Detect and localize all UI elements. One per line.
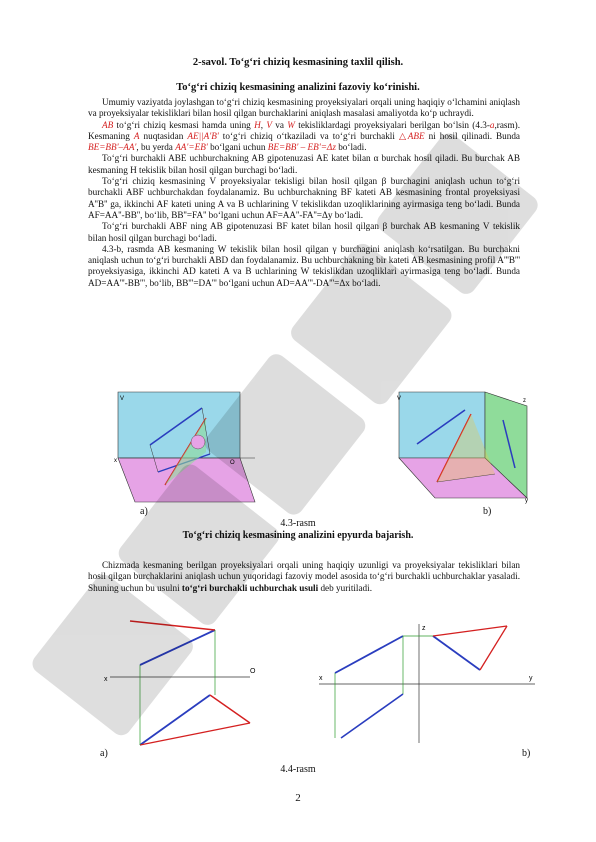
paragraph-2: AB to‘g‘ri chiziq kesmasi hamda uning H, V va W tekisliklardagi proyeksiyalari berilgan bo‘lsin (4.3-a,rasm). Kesmaning A nuqtasidan AE||A'B' to‘g‘ri chiziq o‘tkaziladi va to‘g‘ri burchakli △ABE ni hosil qilinadi. Bunda BE=BB'–AA', bu yerda AA'=EB' bo‘lgani uchun BE=BB' – EB'=Δz bo‘ladi. [88, 119, 521, 153]
paragraph-7: Chizmada kesmaning berilgan proyeksiyalari orqali uning haqiqiy uzunligi va proyeksiyalar tekisliklari bilan hosil qilgan burchaklarini aniqlash uchun yuqoridagi fazoviy model asosida to‘g‘ri burchakli uchburchaklar yasaladi. Shuning uchun bu usulni to‘g‘ri burchakli uchburchak usuli deb yuritiladi. [88, 560, 520, 593]
figure-4-4-number: 4.4-rasm [280, 764, 316, 775]
svg-text:x: x [104, 676, 108, 683]
paragraph-4: To‘g‘ri chiziq kesmasining V proyeksiyalar tekisligi bilan hosil qilgan β burchagini aniqlash uchun to‘g‘ri burchakli ABF uchburchakdan foydalanamiz. Bu uchburchakning BF kateti AB kesmasining frontal proyeksiyasi A''B'' ga, ikkinchi AF kateti uning A va B uchlarining V tekislikdan uzoqliklarining ayirmasiga teng bo‘ladi. Bunda AF=AA''-BB'', bo‘lib, BB''=FA'' bo‘lgani uchun AF=AA''-FA''=Δy bo‘ladi. [88, 176, 520, 220]
figure-4-4b [315, 618, 540, 748]
figure-4-3a [110, 390, 260, 510]
question-title: 2-savol. To‘g‘ri chiziq kesmasining taxlil qilish. [192, 57, 404, 68]
svg-text:x: x [319, 675, 323, 682]
svg-text:z: z [422, 625, 426, 632]
svg-text:z: z [523, 398, 526, 404]
figure-4-3-number: 4.3-rasm [280, 518, 316, 529]
paragraph-3: To‘g‘ri burchakli ABE uchburchakning AB gipotenuzasi AE katet bilan α burchak hosil qiladi. Bu burchak AB kesmaning H tekislik bilan hosil qilgan burchagi bo‘ladi. [88, 153, 520, 175]
svg-text:V: V [120, 396, 125, 402]
figure-4-4b-label: b) [522, 748, 531, 759]
svg-text:O: O [250, 668, 256, 675]
svg-text:y: y [529, 675, 533, 682]
paragraph-5: To‘g‘ri burchakli ABF ning AB gipotenuzasi BF katet bilan hosil qilgan β burchak AB kesmaning V tekislik bilan hosil qilgan burchagi bo‘ladi. [88, 221, 520, 243]
figure-4-3b-label: b) [483, 506, 492, 517]
figure-4-3b [395, 390, 535, 510]
svg-text:x: x [114, 458, 117, 464]
svg-text:V: V [397, 396, 402, 402]
body-text-bottom [88, 560, 520, 594]
svg-text:O: O [230, 460, 235, 466]
figure-4-4a [100, 615, 265, 750]
body-text-top [88, 97, 520, 289]
paragraph-1: Umumiy vaziyatda joylashgan to‘g‘ri chiziq kesmasining proyeksiyalari orqali uning haqiqiy o‘lchamini aniqlash va proyeksiyalar tekisliklari bilan hosil qilgan burchaklarini aniqlash masalasi amaliyotda ko‘p uchraydi. [88, 97, 520, 119]
figure-4-3-title: To‘g‘ri chiziq kesmasining analizini epyurda bajarish. [182, 530, 414, 541]
section-title: To‘g‘ri chiziq kesmasining analizini fazoviy ko‘rinishi. [176, 82, 420, 93]
figure-4-4a-label: a) [100, 748, 108, 759]
figure-4-3a-label: a) [140, 506, 148, 517]
paragraph-6: 4.3-b, rasmda AB kesmaning W tekislik bilan hosil qilgan γ burchagini aniqlash ko‘rsatilgan. Bu burchakni aniqlash uchun to‘g‘ri burchakli ABD dan foydalanamiz. Bu uchburchakning bir kateti AB kesmasining profil A'''B''' proyeksiyasiga, ikkinchi AD kateti A va B uchlarining W tekislikdan uzoqliklari ayirmasiga teng bo‘ladi. Bunda AD=AA'''-BB''', bo‘lib, BB'''=DA''' bo‘lgani uchun AD=AA'''-DA'''=Δx bo‘ladi. [88, 243, 520, 288]
page-number: 2 [295, 792, 301, 804]
svg-text:y: y [525, 498, 528, 504]
